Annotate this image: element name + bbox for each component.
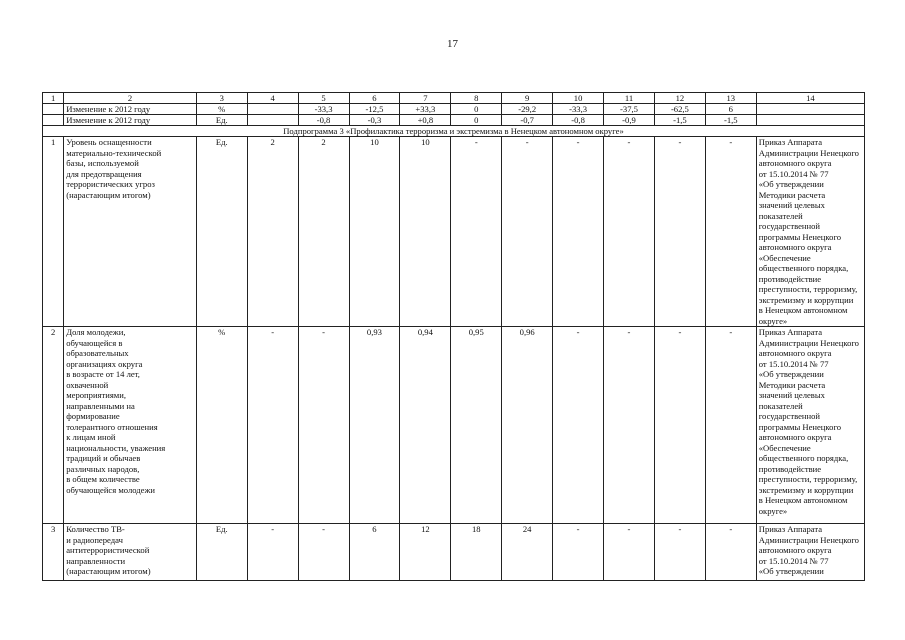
value-cell: -62,5 bbox=[654, 104, 705, 115]
column-number: 6 bbox=[349, 93, 400, 104]
change-row bbox=[43, 104, 865, 115]
value-cell: +0,8 bbox=[400, 115, 451, 126]
column-number: 10 bbox=[553, 93, 604, 104]
indicator-name: Доля молодежи, обучающейся в образовательных организациях округа в возрасте от 14 лет, охваченной мероприятиями, направленными на формирование толерантного отношения к лицам иной национальности, уважения традиций и обычаев различных народов, в общем количестве обучающейся молодежи bbox=[64, 327, 197, 524]
indicator-table bbox=[42, 92, 865, 581]
column-number: 1 bbox=[43, 93, 64, 104]
value-cell: - bbox=[553, 524, 604, 581]
indicator-row bbox=[43, 327, 865, 524]
column-number: 14 bbox=[756, 93, 864, 104]
value-cell: 0,93 bbox=[349, 327, 400, 524]
value-cell: -0,7 bbox=[502, 115, 553, 126]
column-number: 5 bbox=[298, 93, 349, 104]
value-cell: - bbox=[705, 524, 756, 581]
indicator-name: Изменение к 2012 году bbox=[64, 115, 197, 126]
value-cell: -33,3 bbox=[298, 104, 349, 115]
indicator-name: Уровень оснащенности материально-технической базы, используемой для предотвращения террористических угроз (нарастающим итогом) bbox=[64, 137, 197, 327]
value-cell: 10 bbox=[349, 137, 400, 327]
value-cell: 0,95 bbox=[451, 327, 502, 524]
value-cell: - bbox=[247, 327, 298, 524]
row-number-cell bbox=[43, 115, 64, 126]
value-cell: - bbox=[604, 137, 655, 327]
value-cell: - bbox=[604, 524, 655, 581]
value-cell: -12,5 bbox=[349, 104, 400, 115]
column-number: 2 bbox=[64, 93, 197, 104]
value-cell: 6 bbox=[705, 104, 756, 115]
value-cell: 2 bbox=[298, 137, 349, 327]
value-cell: -0,3 bbox=[349, 115, 400, 126]
column-number-row bbox=[43, 93, 865, 104]
column-number: 13 bbox=[705, 93, 756, 104]
subprogram-row bbox=[43, 126, 865, 137]
value-cell: 12 bbox=[400, 524, 451, 581]
value-cell: 18 bbox=[451, 524, 502, 581]
value-cell: - bbox=[298, 524, 349, 581]
column-number: 8 bbox=[451, 93, 502, 104]
row-number: 3 bbox=[43, 524, 64, 581]
value-cell: 0 bbox=[451, 115, 502, 126]
document-cell bbox=[756, 104, 864, 115]
page-number: 17 bbox=[447, 38, 458, 50]
value-cell: -1,5 bbox=[654, 115, 705, 126]
value-cell: -37,5 bbox=[604, 104, 655, 115]
unit-cell: Ед. bbox=[196, 115, 247, 126]
value-cell: - bbox=[654, 524, 705, 581]
value-cell: - bbox=[247, 524, 298, 581]
value-cell: 2 bbox=[247, 137, 298, 327]
value-cell: 6 bbox=[349, 524, 400, 581]
unit-cell: Ед. bbox=[196, 524, 247, 581]
value-cell: -29,2 bbox=[502, 104, 553, 115]
column-number: 3 bbox=[196, 93, 247, 104]
value-cell: 0,96 bbox=[502, 327, 553, 524]
value-cell bbox=[247, 104, 298, 115]
value-cell: 24 bbox=[502, 524, 553, 581]
column-number: 9 bbox=[502, 93, 553, 104]
value-cell: - bbox=[298, 327, 349, 524]
row-number: 2 bbox=[43, 327, 64, 524]
document-cell: Приказ Аппарата Администрации Ненецкого автономного округа от 15.10.2014 № 77 «Об утверждении Методики расчета значений целевых показателей государственной программы Ненецкого автономного округа «Обеспечение общественного порядка, противодействие преступности, терроризму, экстремизму и коррупции в Ненецком автономном округе» bbox=[756, 137, 864, 327]
column-number: 12 bbox=[654, 93, 705, 104]
unit-cell: % bbox=[196, 104, 247, 115]
value-cell: +33,3 bbox=[400, 104, 451, 115]
column-number: 11 bbox=[604, 93, 655, 104]
value-cell: - bbox=[604, 327, 655, 524]
value-cell: -1,5 bbox=[705, 115, 756, 126]
value-cell: - bbox=[705, 327, 756, 524]
value-cell: - bbox=[553, 327, 604, 524]
unit-cell: Ед. bbox=[196, 137, 247, 327]
value-cell: 10 bbox=[400, 137, 451, 327]
document-cell: Приказ Аппарата Администрации Ненецкого автономного округа от 15.10.2014 № 77 «Об утверждении bbox=[756, 524, 864, 581]
indicator-name: Количество ТВ- и радиопередач антитеррористической направленности (нарастающим итогом) bbox=[64, 524, 197, 581]
document-cell: Приказ Аппарата Администрации Ненецкого автономного округа от 15.10.2014 № 77 «Об утверждении Методики расчета значений целевых показателей государственной программы Ненецкого автономного округа «Обеспечение общественного порядка, противодействие преступности, терроризму, экстремизму и коррупции в Ненецком автономном округе» bbox=[756, 327, 864, 524]
value-cell bbox=[247, 115, 298, 126]
value-cell: - bbox=[654, 327, 705, 524]
value-cell: - bbox=[451, 137, 502, 327]
subprogram-title: Подпрограмма 3 «Профилактика терроризма и экстремизма в Ненецком автономном округе» bbox=[43, 126, 865, 137]
value-cell: 0 bbox=[451, 104, 502, 115]
value-cell: -0,8 bbox=[298, 115, 349, 126]
value-cell: -33,3 bbox=[553, 104, 604, 115]
value-cell: - bbox=[553, 137, 604, 327]
indicator-row bbox=[43, 137, 865, 327]
value-cell: - bbox=[654, 137, 705, 327]
value-cell: 0,94 bbox=[400, 327, 451, 524]
value-cell: -0,8 bbox=[553, 115, 604, 126]
change-row bbox=[43, 115, 865, 126]
value-cell: - bbox=[705, 137, 756, 327]
row-number: 1 bbox=[43, 137, 64, 327]
column-number: 7 bbox=[400, 93, 451, 104]
indicator-name: Изменение к 2012 году bbox=[64, 104, 197, 115]
column-number: 4 bbox=[247, 93, 298, 104]
value-cell: - bbox=[502, 137, 553, 327]
unit-cell: % bbox=[196, 327, 247, 524]
value-cell: -0,9 bbox=[604, 115, 655, 126]
document-cell bbox=[756, 115, 864, 126]
row-number-cell bbox=[43, 104, 64, 115]
indicator-row bbox=[43, 524, 865, 581]
